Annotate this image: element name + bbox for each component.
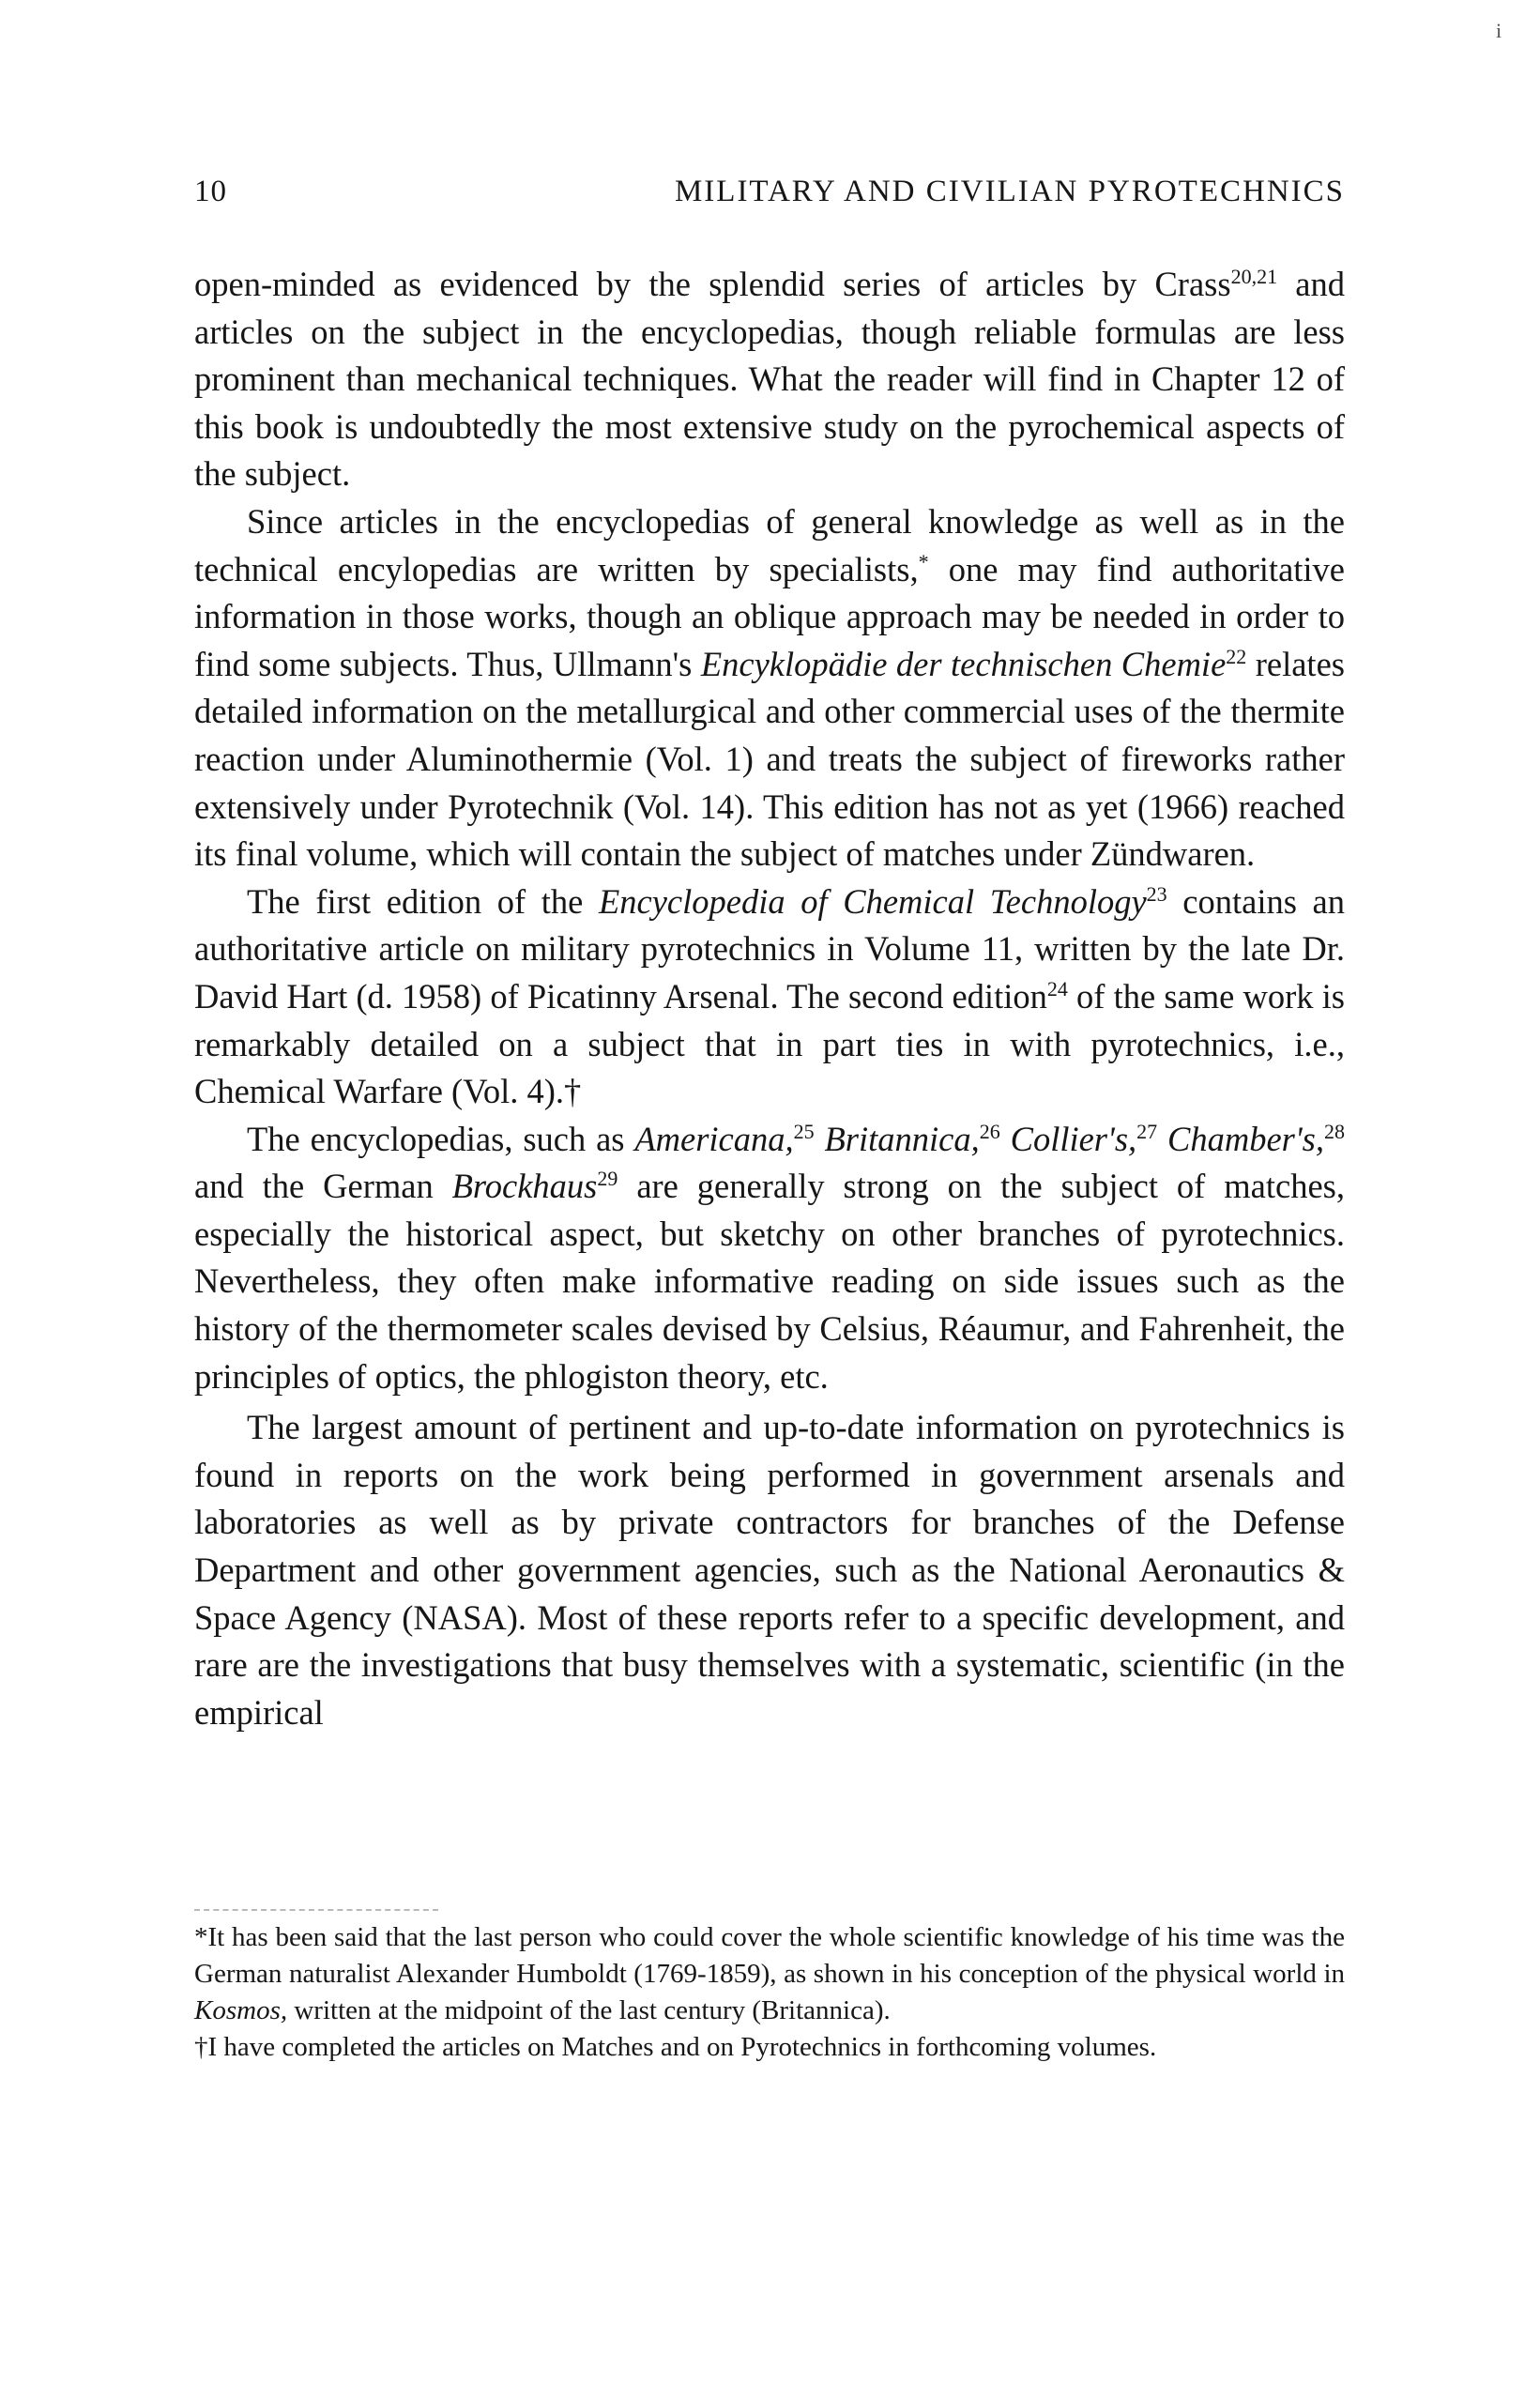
citation-superscript: 29 bbox=[597, 1167, 618, 1191]
text-run: of the same work is remarkably detailed on a subject that in part ties in with pyrotechnics, i.e., Chemical Warfare (Vol. 4). bbox=[194, 976, 1345, 1111]
body-text bbox=[194, 261, 1345, 1736]
footnote-2 bbox=[194, 2029, 1345, 2066]
text-run: The first edition of the bbox=[247, 881, 599, 921]
text-run: open-minded as evidenced by the splendid series of articles by Crass bbox=[194, 265, 1231, 303]
text-run: relates detailed information on the metallurgical and other commercial uses of the thermite reaction under Aluminothermie (Vol. 1) and treats the subject of fireworks rather extensively under Pyrotechnik (Vol. 14). This edition has not as yet (1966) reached its final volume, which will contain the subject of matches under Zündwaren. bbox=[194, 644, 1345, 874]
paragraph-3 bbox=[194, 878, 1345, 1116]
text-run: written at the midpoint of the last century (Britannica). bbox=[287, 1995, 891, 2025]
text-run: †I have completed the articles on Matches and on Pyrotechnics in forthcoming volumes. bbox=[194, 2032, 1157, 2062]
page-header bbox=[194, 175, 1345, 218]
footnote-marker: † bbox=[564, 1072, 582, 1111]
paragraph-5 bbox=[194, 1404, 1345, 1736]
paragraph-4 bbox=[194, 1116, 1345, 1401]
italic-title: Encyclopedia of Chemical Technology bbox=[598, 881, 1147, 921]
footnote-1 bbox=[194, 1919, 1345, 2029]
italic-title: Britannica, bbox=[824, 1119, 980, 1158]
italic-title: Encyklopädie der technischen Chemie bbox=[700, 644, 1227, 683]
footnotes bbox=[194, 1919, 1345, 2066]
text-run: are generally strong on the subject of matches, especially the historical aspect, but sketchy on other branches of pyrotechnics. Nevertheless, they often make informative reading on side issues such as the history of the thermometer scales devised by Celsius, Réaumur, and Fahrenheit, the principles of optics, the phlogiston theory, etc. bbox=[194, 1167, 1345, 1396]
footnote-marker: * bbox=[918, 549, 929, 573]
text-run: *It has been said that the last person who could cover the whole scientific knowledge of his time was the German naturalist Alexander Humboldt (1769-1859), as shown in his conception of the physical world in bbox=[194, 1922, 1345, 1989]
italic-title: Collier's, bbox=[1010, 1119, 1137, 1158]
text-run: one may find authoritative information in those works, though an oblique approach may be needed in order to find some subjects. Thus, Ullmann's bbox=[194, 549, 1345, 683]
citation-superscript: 24 bbox=[1046, 976, 1068, 1001]
citation-superscript: 22 bbox=[1226, 644, 1247, 668]
italic-title: Brockhaus bbox=[451, 1167, 598, 1206]
citation-superscript: 20,21 bbox=[1230, 265, 1278, 288]
text-run: The largest amount of pertinent and up-to-date information on pyrotechnics is found in reports on the work being performed in government arsenals and laboratories as well as by private contractors for branches of the Defense Department and other government agencies, such as the National Aeronautics & Space Agency (NASA). Most of these reports refer to a specific development, and rare are the investigations that busy themselves with a systematic, scientific (in the empirical bbox=[194, 1408, 1345, 1732]
citation-superscript: 23 bbox=[1146, 881, 1167, 906]
text-run: and the German bbox=[194, 1167, 452, 1206]
citation-superscript: 26 bbox=[979, 1119, 1000, 1143]
citation-superscript: 28 bbox=[1324, 1119, 1346, 1143]
citation-superscript: 27 bbox=[1136, 1119, 1158, 1143]
text-run: Since articles in the encyclopedias of general knowledge as well as in the technical encylopedias are written by specialists, bbox=[194, 501, 1345, 588]
page-number: 10 bbox=[194, 175, 227, 208]
text-run: and articles on the subject in the encyclopedias, though reliable formulas are less prominent than mechanical techniques. What the reader will find in Chapter 12 of this book is undoubtedly the most extensive study on the pyrochemical aspects of the subject. bbox=[194, 265, 1345, 494]
paragraph-1 bbox=[194, 261, 1345, 498]
scan-corner-mark: i bbox=[1496, 19, 1502, 42]
running-head: MILITARY AND CIVILIAN PYROTECHNICS bbox=[674, 175, 1345, 208]
italic-title: Chamber's, bbox=[1167, 1119, 1325, 1158]
text-run: contains an authoritative article on military pyrotechnics in Volume 11, written by the late Dr. David Hart (d. 1958) of Picatinny Arsenal. The second edition bbox=[194, 881, 1345, 1016]
italic-title: Kosmos, bbox=[194, 1995, 288, 2025]
footnote-divider bbox=[194, 1909, 438, 1911]
citation-superscript: 25 bbox=[793, 1119, 815, 1143]
paragraph-2 bbox=[194, 498, 1345, 878]
text-run: The encyclopedias, such as bbox=[247, 1119, 635, 1158]
italic-title: Americana, bbox=[634, 1119, 794, 1158]
